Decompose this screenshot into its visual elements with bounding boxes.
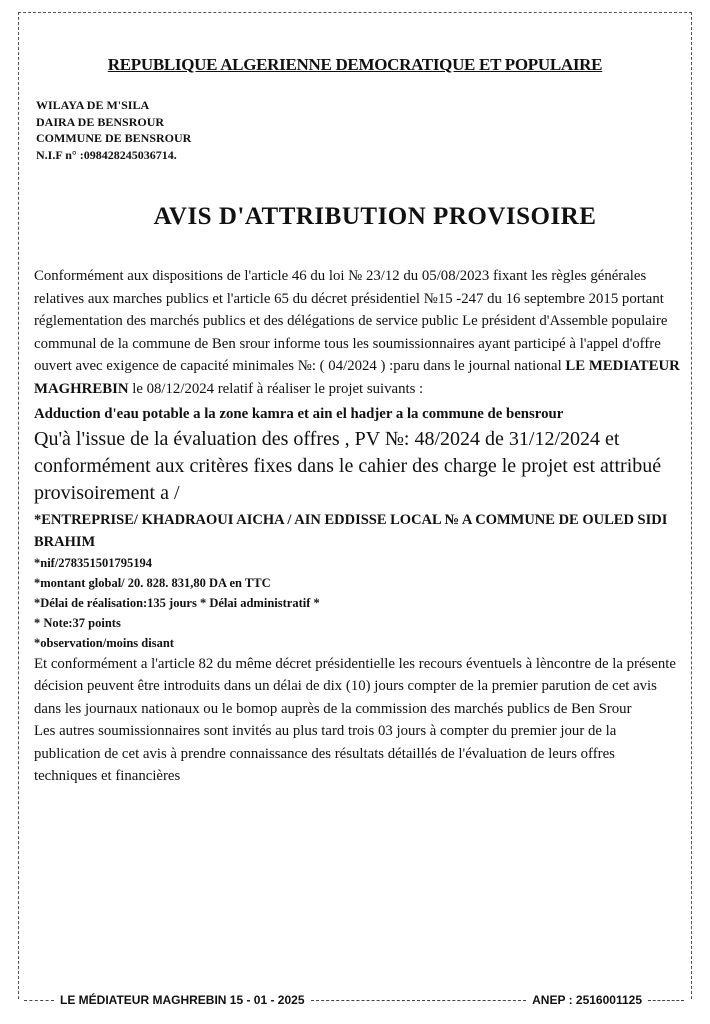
republic-heading: REPUBLIQUE ALGERIENNE DEMOCRATIQUE ET POPULAIRE [107,55,603,74]
observation-line: *observation/moins disant [34,635,174,650]
page-title: AVIS D'ATTRIBUTION PROVISOIRE [153,203,597,230]
note-line: * Note:37 points [34,615,121,630]
footer-divider [24,1000,54,1001]
intro-paragraph [34,265,680,400]
delai-line: *Délai de réalisation:135 jours * Délai administratif * [34,595,320,610]
nif-line: N.I.F n° :098428245036714. [36,147,177,162]
intro-end-text: le 08/12/2024 relatif à réaliser le projet suivants : [128,380,424,397]
project-title: Adduction d'eau potable a la zone kamra et ain el hadjer a la commune de bensrour [34,406,564,422]
footer-journal-date: LE MÉDIATEUR MAGHREBIN 15 - 01 - 2025 [60,993,305,1007]
evaluation-paragraph: Qu'à l'issue de la évaluation des offres , PV №: 48/2024 de 31/12/2024 et conformément aux critères fixes dans le cahier des charge le projet est attribué provisoirement a / [34,427,662,504]
footer-bar [18,990,690,1010]
invitation-paragraph: Les autres soumissionnaires sont invités au plus tard trois 03 jours à compter du premier jour de la publication de cet avis à prendre connaissance des résultats détaillés de l'évaluation de leurs offres techniques et financières [34,723,617,784]
daira-line: DAIRA DE BENSROUR [36,114,165,129]
commune-line: COMMUNE DE BENSROUR [36,131,192,145]
footer-anep: ANEP : 2516001125 [532,993,642,1007]
footer-divider [648,1000,684,1001]
intro-text: Conformément aux dispositions de l'article 46 du loi № 23/12 du 05/08/2023 fixant les règles générales relatives aux marches publics et l'article 65 du décret présidentiel №15 -247 du 16 septembre 2015 portant réglementation des marchés publics et des délégations de service public Le président d'Assemble populaire communal de la commune de Ben srour informe tous les soumissionnaires ayant participé à l'appel d'offre ouvert avec exigence de capacité minimales №: ( 04/2024 ) :paru dans le journal national [34,268,668,374]
wilaya-line: WILAYA DE M'SILA [36,98,150,112]
journal-name: LE MEDIATEUR MAGHREBIN [34,358,680,397]
montant-line: *montant global/ 20. 828. 831,80 DA en TTC [34,575,271,590]
authority-block [36,97,191,163]
enterprise-line: *ENTREPRISE/ KHADRAOUI AICHA / AIN EDDISSE LOCAL № A COMMUNE DE OULED SIDI BRAHIM [34,511,668,550]
enterprise-nif: *nif/278351501795194 [34,555,153,570]
notice-body [34,265,680,788]
recours-paragraph: Et conformément a l'article 82 du même décret présidentielle les recours éventuels à lèncontre de la présente décision peuvent être introduits dans un délai de dix (10) jours compter de la premier parution de cet avis dans les journaux nationaux ou le bomop auprès de la commission des marchés publics de Ben Srour [34,655,676,717]
footer-divider [311,1000,527,1001]
